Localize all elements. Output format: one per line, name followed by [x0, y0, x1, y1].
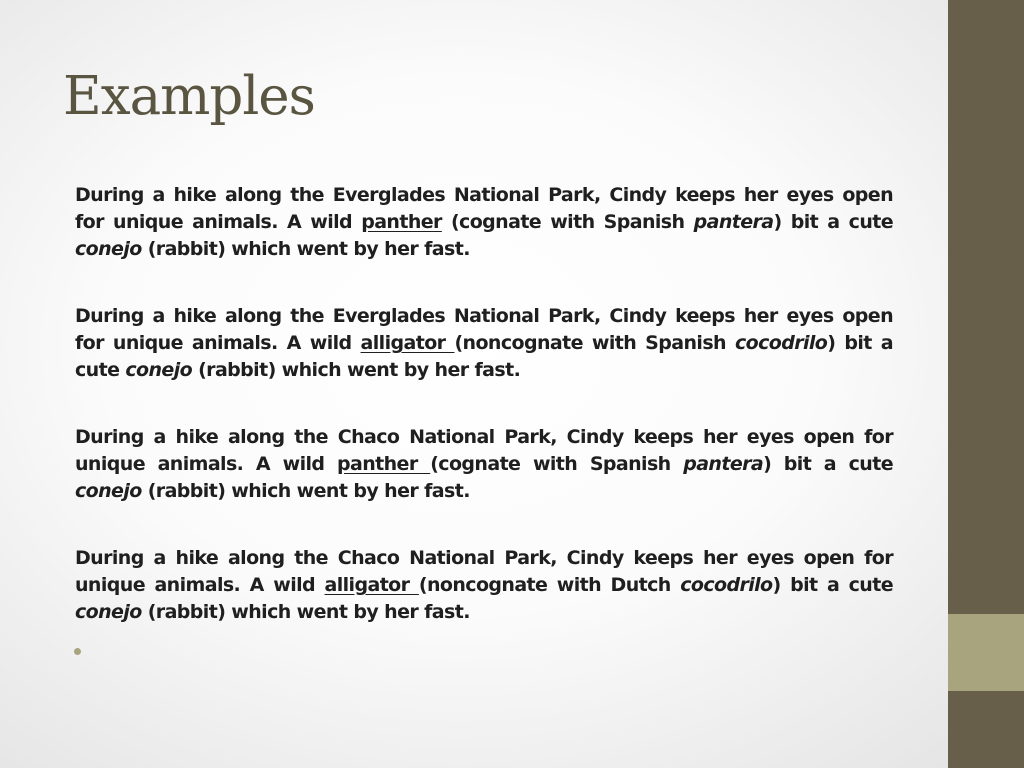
paragraph-text: (rabbit) which went by her fast. — [141, 480, 470, 502]
animal-word: panther — [361, 211, 442, 233]
animal-word: alligator — [324, 574, 419, 596]
spanish-word: cocodrilo — [680, 574, 773, 596]
paragraph-text: (rabbit) which went by her fast. — [141, 601, 470, 623]
paragraph-text: ) bit a cute — [763, 453, 893, 475]
paragraph-text: ) bit a cute — [772, 574, 894, 596]
slide-body — [75, 182, 893, 626]
paragraph-text: During a hike along the Everglades National Park, Cindy keeps her eyes open for unique animals. A wild — [75, 305, 893, 354]
paragraph-text: (noncognate with Dutch — [418, 574, 681, 596]
paragraph-text: ) bit a cute — [75, 332, 893, 381]
paragraph-text: (cognate with Spanish — [430, 453, 684, 475]
paragraph-text: (rabbit) which went by her fast. — [192, 359, 521, 381]
animal-word: alligator — [360, 332, 455, 354]
slide-title: Examples — [63, 66, 315, 127]
example-paragraph-2 — [75, 303, 893, 384]
conejo-word: conejo — [75, 480, 142, 502]
conejo-word: conejo — [75, 238, 142, 260]
paragraph-text: (rabbit) which went by her fast. — [141, 238, 470, 260]
empty-bullet — [74, 648, 81, 655]
example-paragraph-4 — [75, 545, 893, 626]
conejo-word: conejo — [125, 359, 193, 381]
paragraph-text: (noncognate with Spanish — [454, 332, 735, 354]
spanish-word: cocodrilo — [734, 332, 828, 354]
spanish-word: pantera — [683, 453, 764, 475]
sidebar-accent-block — [948, 614, 1024, 691]
paragraph-text: During a hike along the Chaco National Park, Cindy keeps her eyes open for unique animals. A wild — [75, 426, 893, 475]
paragraph-text: ) bit a cute — [773, 211, 894, 233]
example-paragraph-3 — [75, 424, 893, 505]
paragraph-text: During a hike along the Everglades National Park, Cindy keeps her eyes open for unique animals. A wild — [75, 184, 893, 233]
spanish-word: pantera — [693, 211, 774, 233]
animal-word: panther — [337, 453, 431, 475]
example-paragraph-1 — [75, 182, 893, 263]
conejo-word: conejo — [75, 601, 142, 623]
paragraph-text: During a hike along the Chaco National Park, Cindy keeps her eyes open for unique animals. A wild — [75, 547, 893, 596]
sidebar-accent-bar — [948, 0, 1024, 768]
paragraph-text: (cognate with Spanish — [441, 211, 694, 233]
